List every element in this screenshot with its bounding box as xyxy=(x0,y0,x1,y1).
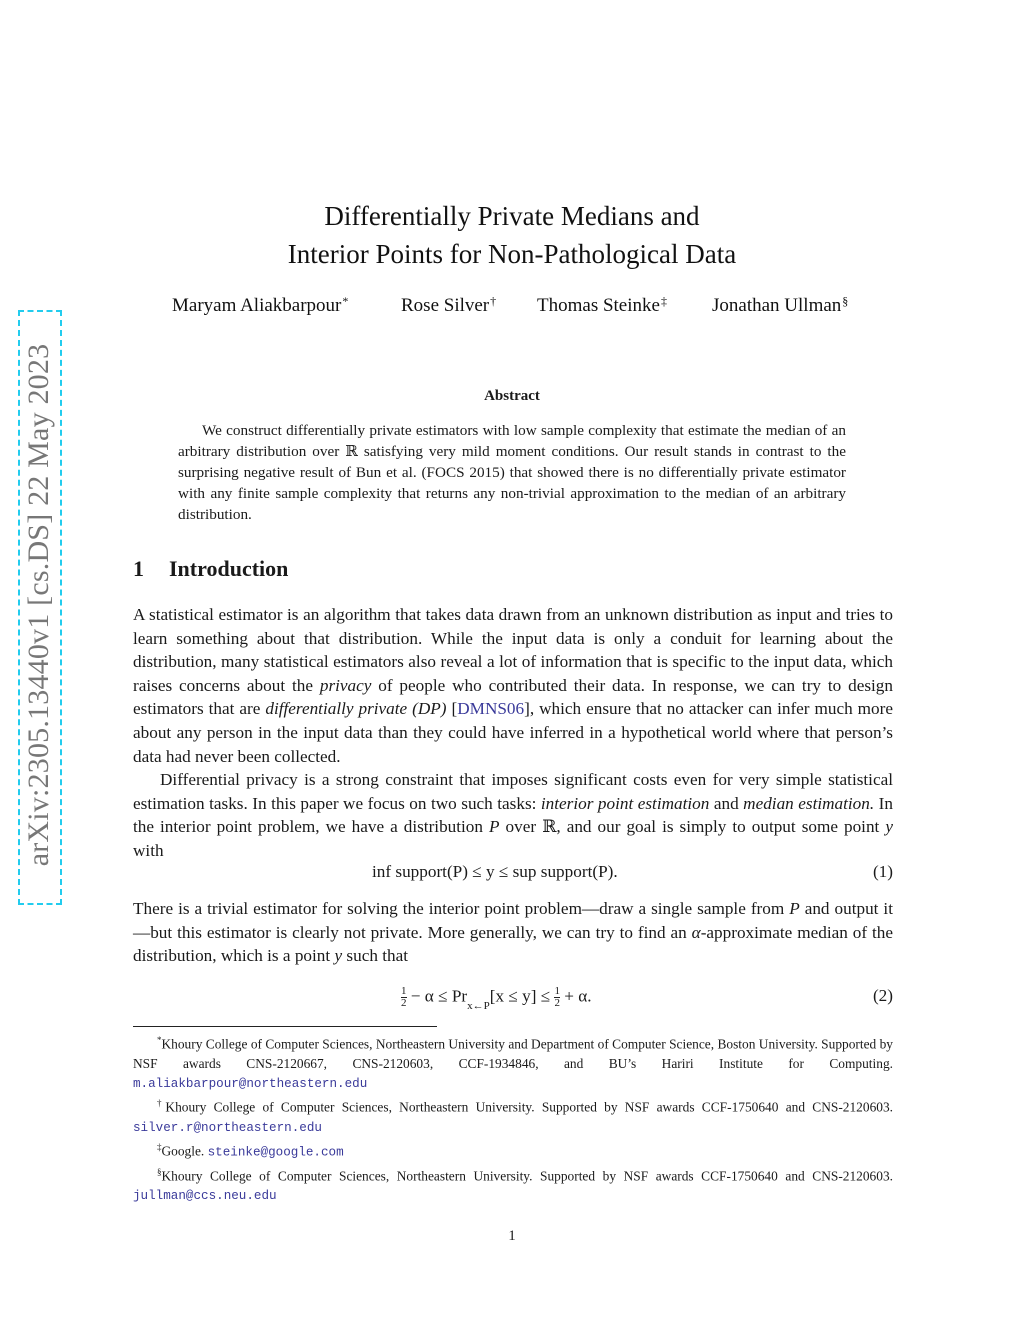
paper-title xyxy=(0,197,1024,273)
section-heading xyxy=(133,556,288,582)
author-list xyxy=(172,294,862,324)
footnote-4: §Khoury College of Computer Sciences, Northeastern University. Supported by NSF awards CCF-1750640 and CNS-2120603. jullman@ccs.neu.edu xyxy=(133,1166,893,1204)
author-4: Jonathan Ullman§ xyxy=(712,294,849,316)
equation-1-number: (1) xyxy=(872,862,893,881)
citation-link[interactable]: DMNS06 xyxy=(457,699,525,719)
section-title: Introduction xyxy=(169,556,289,581)
fraction-half-left: $\frac{1}{2}$ xyxy=(401,985,407,1009)
equation-2-number: (2) xyxy=(872,986,893,1005)
intro-paragraph-3: There is a trivial estimator for solving the interior point problem—draw a single sample from P and output it—but this estimator is clearly not private. More generally, we can try to find an α-approximate median of the distribution, which is a point y such that xyxy=(133,899,893,966)
footnote-2: †Khoury College of Computer Sciences, Northeastern University. Supported by NSF awards CCF-1750640 and CNS-2120603. silver.r@northeastern.edu xyxy=(133,1098,894,1135)
footnote-rule xyxy=(133,1026,437,1027)
intro-paragraph-1: A statistical estimator is an algorithm that takes data drawn from an unknown distribution as input and tries to learn something about that distribution. While the input data is only a conduit for learning about the distribution, many statistical estimators also reveal a lot of information that is specific to the input data, which raises concerns about the privacy of people who contributed their data. In response, we can try to design estimators that are differentially private (DP) [DMNS06], which ensure that no attacker can infer much more about any person in the input data than they could have inferred in a hypothetical world where that person’s data had never been collected. xyxy=(133,605,893,766)
author-3: Thomas Steinke‡ xyxy=(537,294,667,316)
author-1: Maryam Aliakbarpour* xyxy=(172,294,349,316)
email-link[interactable]: jullman@ccs.neu.edu xyxy=(133,1189,277,1204)
arxiv-stamp[interactable]: arXiv:2305.13440v1 [cs.DS] 22 May 2023 xyxy=(22,343,55,867)
section-number: 1 xyxy=(133,556,144,581)
fraction-half-right: $\frac{1}{2}$ xyxy=(554,985,560,1009)
email-link[interactable]: steinke@google.com xyxy=(207,1145,344,1160)
page-number: 1 xyxy=(508,1228,516,1244)
intro-paragraph-2: Differential privacy is a strong constraint that imposes significant costs even for very simple statistical estimation tasks. In this paper we focus on two such tasks: interior point estimation and median estimation. In the interior point problem, we have a distribution P over ℝ, and our goal is simply to output some point y with xyxy=(133,770,893,860)
abstract-text: We construct differentially private estimators with low sample complexity that estimate the median of an arbitrary distribution over ℝ satisfying very mild moment conditions. Our result stands in contrast to the surprising negative result of Bun et al. (FOCS 2015) that showed there is no differentially private estimator with any finite sample complexity that returns any non-trivial approximation to the median of an arbitrary distribution. xyxy=(178,422,846,523)
author-2: Rose Silver† xyxy=(401,294,497,316)
equation-1-body: inf support(P) ≤ y ≤ sup support(P). xyxy=(372,862,618,881)
email-link[interactable]: m.aliakbarpour@northeastern.edu xyxy=(133,1076,368,1091)
footnote-1: *Khoury College of Computer Sciences, Northeastern University and Department of Computer Science, Boston University. Supported by NSF awards CNS-2120667, CNS-2120603, CCF-1934846, and BU’s Hariri Institute for Computing. m.aliakbarpour@northeastern.edu xyxy=(133,1035,893,1091)
abstract-heading: Abstract xyxy=(484,388,540,404)
footnote-3: ‡Google. steinke@google.com xyxy=(157,1141,344,1160)
title-line-1: Differentially Private Medians and xyxy=(324,201,700,231)
title-line-2: Interior Points for Non-Pathological Data xyxy=(287,239,737,269)
footnotes xyxy=(133,1031,893,1207)
equation-2-body: $\frac{1}{2}$ − $\alpha \le Pr_{x\leftarrow P}[x \le y]$ ≤ $\frac{1}{2}$ + α. xyxy=(401,985,592,1013)
email-link[interactable]: silver.r@northeastern.edu xyxy=(133,1120,322,1135)
